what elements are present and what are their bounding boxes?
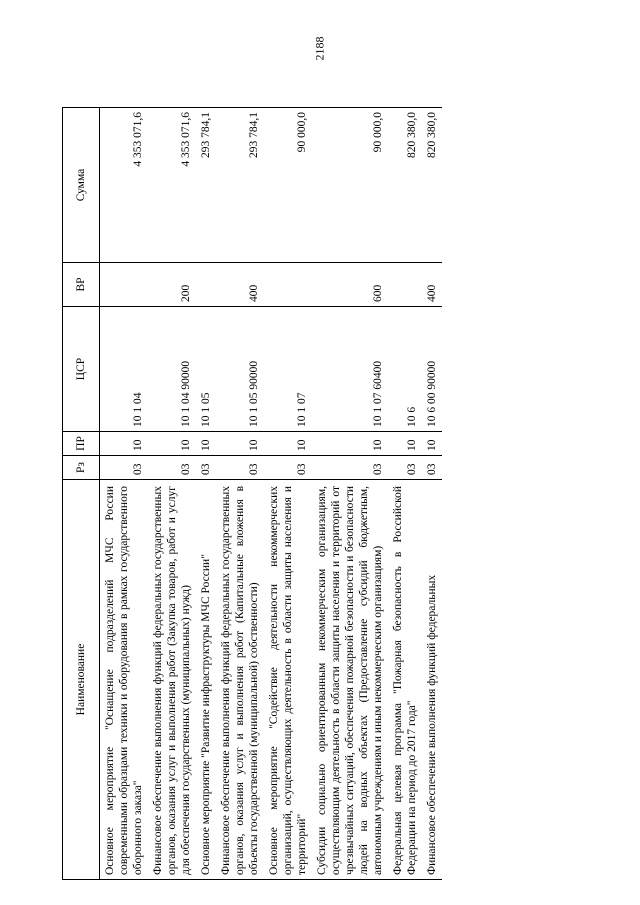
row-csr: 10 1 04 90000 bbox=[148, 307, 196, 432]
budget-table bbox=[62, 107, 442, 880]
row-sum: 90 000,0 bbox=[264, 108, 312, 263]
row-csr: 10 1 04 bbox=[100, 307, 149, 432]
row-sum: 293 784,1 bbox=[196, 108, 216, 263]
row-vr: 600 bbox=[312, 263, 388, 307]
row-pr: 10 bbox=[422, 432, 442, 456]
row-rz: 03 bbox=[422, 456, 442, 480]
header-rz: Рз bbox=[63, 456, 100, 480]
row-name: Субсидии социально ориентированным некоммерческим организациям, осуществляющим деятельность в области защиты населения и территорий от чрезвычайных ситуаций, обеспечения пожарной безопасности и безопасности людей на водных объектах (Предоставление субсидий бюджетным, автономным учреждениям и иным некоммерческим организациям) bbox=[312, 480, 388, 880]
row-name: Финансовое обеспечение выполнения функций федеральных государственных органов, оказания услуг и выполнения работ (Капитальные вложения в объекты государственной (муниципальной) собственности) bbox=[216, 480, 264, 880]
row-sum: 4 353 071,6 bbox=[100, 108, 149, 263]
table-row bbox=[422, 108, 442, 880]
row-pr: 10 bbox=[216, 432, 264, 456]
row-rz: 03 bbox=[312, 456, 388, 480]
header-pr: ПР bbox=[63, 432, 100, 456]
row-pr: 10 bbox=[196, 432, 216, 456]
row-rz: 03 bbox=[148, 456, 196, 480]
table-row bbox=[388, 108, 422, 880]
row-csr: 10 1 05 bbox=[196, 307, 216, 432]
row-pr: 10 bbox=[388, 432, 422, 456]
row-name: Основное мероприятие "Оснащение подразделений МЧС России современными образцами техники и оборудования в рамках государственного оборонного заказа" bbox=[100, 480, 149, 880]
row-csr: 10 1 05 90000 bbox=[216, 307, 264, 432]
row-vr bbox=[388, 263, 422, 307]
row-sum: 820 380,0 bbox=[388, 108, 422, 263]
row-rz: 03 bbox=[216, 456, 264, 480]
header-name: Наименование bbox=[63, 480, 100, 880]
row-rz: 03 bbox=[388, 456, 422, 480]
table-row bbox=[148, 108, 196, 880]
row-vr: 400 bbox=[216, 263, 264, 307]
header-vr: ВР bbox=[63, 263, 100, 307]
row-name: Основное мероприятие "Содействие деятельности некоммерческих организаций, осуществляющих деятельность в области защиты населения и территорий" bbox=[264, 480, 312, 880]
row-name: Основное мероприятие "Развитие инфраструктуры МЧС России" bbox=[196, 480, 216, 880]
row-name: Финансовое обеспечение выполнения функций федеральных bbox=[422, 480, 442, 880]
row-name: Финансовое обеспечение выполнения функций федеральных государственных органов, оказания услуг и выполнения работ (Закупка товаров, работ и услуг для обеспечения государственных (муниципальных) нужд) bbox=[148, 480, 196, 880]
row-name: Федеральная целевая программа "Пожарная безопасность в Российской Федерации на период до 2017 года" bbox=[388, 480, 422, 880]
table-row bbox=[216, 108, 264, 880]
table-row bbox=[100, 108, 149, 880]
row-pr: 10 bbox=[148, 432, 196, 456]
row-csr: 10 1 07 60400 bbox=[312, 307, 388, 432]
table-row bbox=[196, 108, 216, 880]
header-csr: ЦСР bbox=[63, 307, 100, 432]
row-csr: 10 6 00 90000 bbox=[422, 307, 442, 432]
row-csr: 10 6 bbox=[388, 307, 422, 432]
header-row bbox=[63, 108, 100, 880]
row-sum: 293 784,1 bbox=[216, 108, 264, 263]
row-vr: 400 bbox=[422, 263, 442, 307]
row-csr: 10 1 07 bbox=[264, 307, 312, 432]
row-sum: 820 380,0 bbox=[422, 108, 442, 263]
row-rz: 03 bbox=[196, 456, 216, 480]
row-pr: 10 bbox=[312, 432, 388, 456]
table-row bbox=[312, 108, 388, 880]
row-vr: 200 bbox=[148, 263, 196, 307]
row-sum: 90 000,0 bbox=[312, 108, 388, 263]
row-vr bbox=[196, 263, 216, 307]
row-pr: 10 bbox=[100, 432, 149, 456]
row-rz: 03 bbox=[264, 456, 312, 480]
row-sum: 4 353 071,6 bbox=[148, 108, 196, 263]
row-vr bbox=[100, 263, 149, 307]
table-row bbox=[264, 108, 312, 880]
page-number: 2188 bbox=[312, 36, 327, 60]
header-sum: Сумма bbox=[63, 108, 100, 263]
row-rz: 03 bbox=[100, 456, 149, 480]
row-vr bbox=[264, 263, 312, 307]
row-pr: 10 bbox=[264, 432, 312, 456]
